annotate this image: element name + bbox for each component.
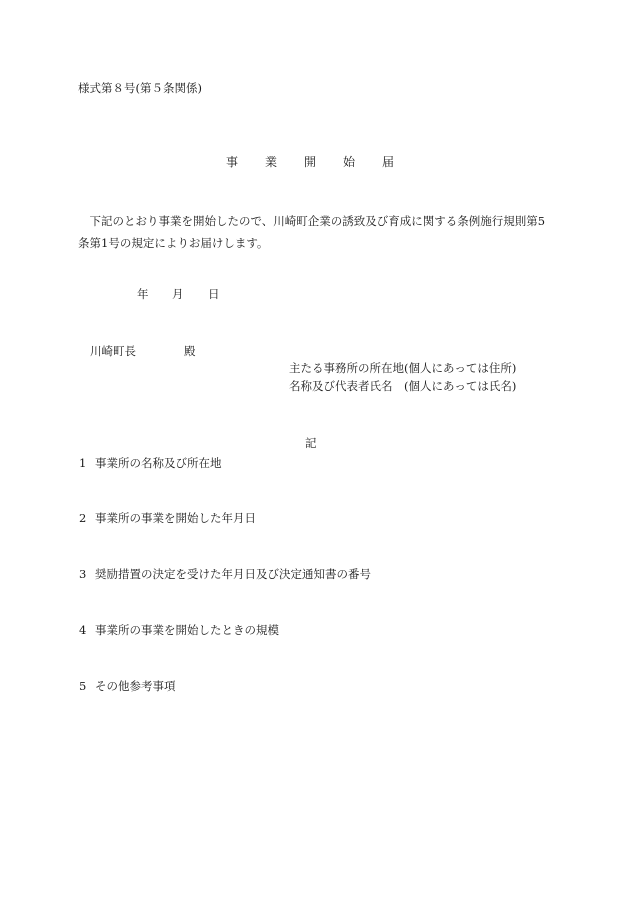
item-number: 1 <box>79 456 87 470</box>
item-text: 奨励措置の決定を受けた年月日及び決定通知書の番号 <box>95 567 371 581</box>
addressee-honorific: 殿 <box>184 344 196 358</box>
date-year: 年 <box>137 287 149 301</box>
item-number: 3 <box>79 567 87 581</box>
addressee-name: 川崎町長 <box>90 344 136 358</box>
date-month: 月 <box>172 287 184 301</box>
item-text: 事業所の事業を開始した年月日 <box>95 511 256 525</box>
intro-paragraph: 下記のとおり事業を開始したので、川崎町企業の誘致及び育成に関する条例施行規則第5条第1号の規定によりお届けします。 <box>78 214 546 250</box>
item-number: 4 <box>79 623 87 637</box>
applicant-address-label: 主たる事務所の所在地(個人にあっては住所) <box>289 361 517 375</box>
date-day: 日 <box>208 287 220 301</box>
item-number: 2 <box>79 511 87 525</box>
item-number: 5 <box>79 679 87 693</box>
form-number: 様式第８号(第５条関係) <box>78 81 202 95</box>
item-text: その他参考事項 <box>95 679 176 693</box>
ki-heading: 記 <box>305 436 317 450</box>
document-title: 事業開始届 <box>226 155 422 169</box>
item-text: 事業所の名称及び所在地 <box>95 456 222 470</box>
applicant-name-label: 名称及び代表者氏名 (個人にあっては氏名) <box>289 379 517 393</box>
item-text: 事業所の事業を開始したときの規模 <box>95 623 279 637</box>
